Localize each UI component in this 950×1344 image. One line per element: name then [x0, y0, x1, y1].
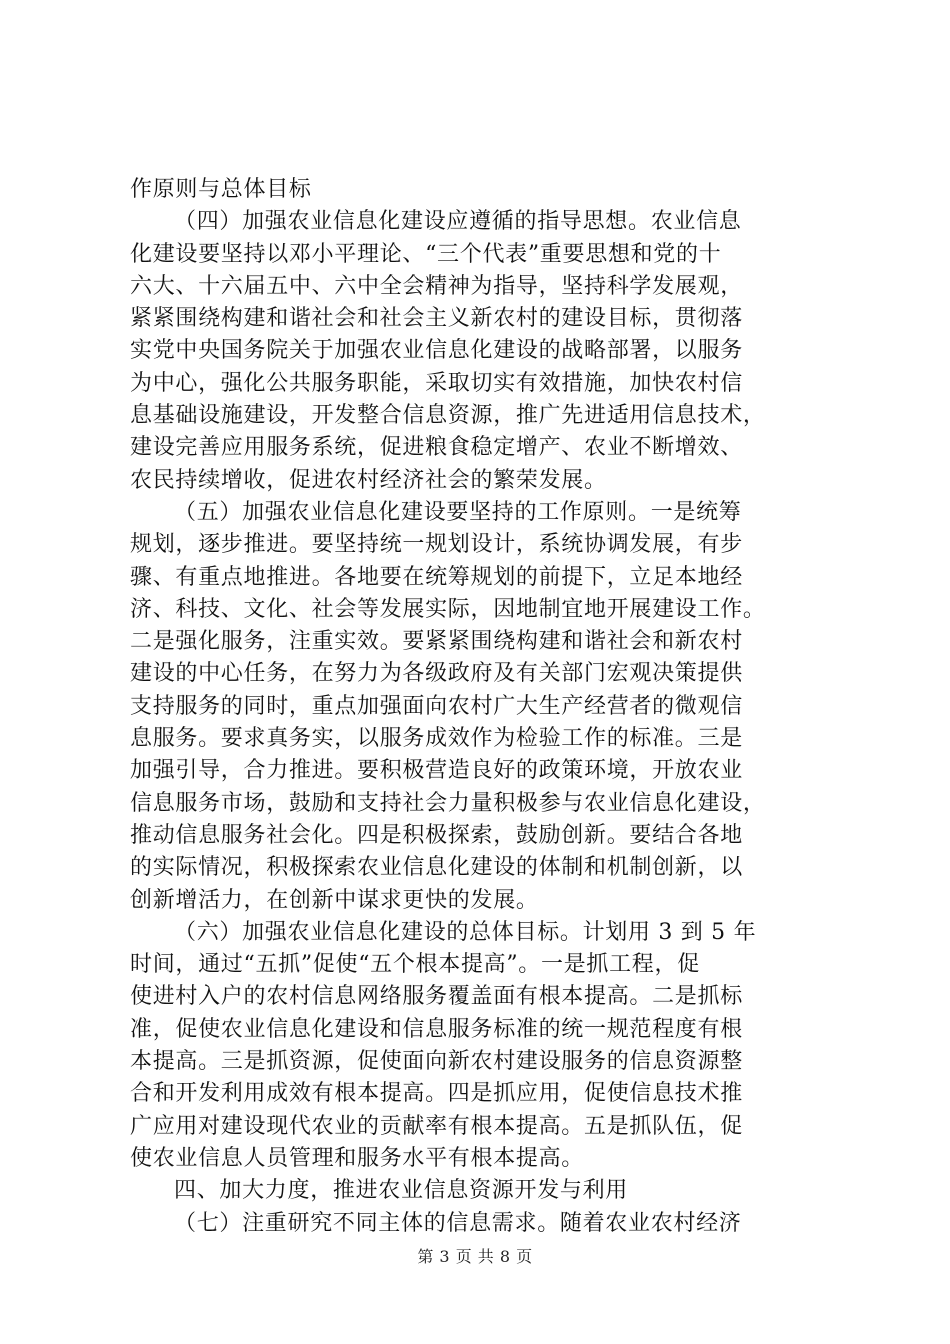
text-line: 信息服务市场，鼓励和支持社会力量积极参与农业信息化建设， [130, 790, 766, 816]
text-line: 规划，逐步推进。要坚持统一规划设计，系统协调发展，有步 [130, 532, 743, 558]
text-line: 建设的中心任务，在努力为各级政府及有关部门宏观决策提供 [130, 661, 743, 687]
text-line: 加强引导，合力推进。要积极营造良好的政策环境，开放农业 [130, 758, 743, 784]
text-line: 实党中央国务院关于加强农业信息化建设的战略部署，以服务 [130, 338, 743, 364]
text-line: 合和开发利用成效有根本提高。四是抓应用，促使信息技术推 [130, 1081, 743, 1107]
text-line: 建设完善应用服务系统，促进粮食稳定增产、农业不断增效、 [130, 435, 743, 461]
text-line: 济、科技、文化、社会等发展实际，因地制宜地开展建设工作。 [130, 596, 766, 622]
text-line: 作原则与总体目标 [130, 177, 312, 202]
text-line: 二是强化服务，注重实效。要紧紧围绕构建和谐社会和新农村 [130, 629, 743, 655]
text-line: （六）加强农业信息化建设的总体目标。计划用 3 到 5 年 [174, 919, 757, 945]
text-line: 为中心，强化公共服务职能，采取切实有效措施，加快农村信 [130, 370, 743, 396]
text-line: 本提高。三是抓资源，促使面向新农村建设服务的信息资源整 [130, 1049, 743, 1075]
text-line: 息服务。要求真务实，以服务成效作为检验工作的标准。三是 [130, 726, 743, 752]
text-line: 创新增活力，在创新中谋求更快的发展。 [130, 887, 539, 913]
text-line: 时间，通过“五抓”促使“五个根本提高”。一是抓工程，促 [130, 952, 700, 978]
text-line: 紧紧围绕构建和谐社会和社会主义新农村的建设目标，贯彻落 [130, 306, 743, 332]
text-line: （四）加强农业信息化建设应遵循的指导思想。农业信息 [174, 209, 742, 235]
text-line: 农民持续增收，促进农村经济社会的繁荣发展。 [130, 467, 607, 493]
body-text [130, 174, 830, 1240]
text-line: 化建设要坚持以邓小平理论、“三个代表”重要思想和党的十 [130, 241, 722, 267]
text-line: 使农业信息人员管理和服务水平有根本提高。 [130, 1145, 585, 1171]
text-line: （五）加强农业信息化建设要坚持的工作原则。一是统筹 [174, 499, 742, 525]
text-line: 六大、十六届五中、六中全会精神为指导，坚持科学发展观， [130, 273, 743, 299]
text-line: 广应用对建设现代农业的贡献率有根本提高。五是抓队伍，促 [130, 1113, 743, 1139]
text-line: 准，促使农业信息化建设和信息服务标准的统一规范程度有根 [130, 1016, 743, 1042]
text-line: 使进村入户的农村信息网络服务覆盖面有根本提高。二是抓标 [130, 984, 743, 1010]
text-line: 支持服务的同时，重点加强面向农村广大生产经营者的微观信 [130, 693, 743, 719]
text-line: 的实际情况，积极探索农业信息化建设的体制和机制创新，以 [130, 855, 743, 881]
text-line: 骤、有重点地推进。各地要在统筹规划的前提下，立足本地经 [130, 564, 743, 590]
text-line: 四、加大力度，推进农业信息资源开发与利用 [174, 1178, 629, 1204]
text-line: 推动信息服务社会化。四是积极探索，鼓励创新。要结合各地 [130, 822, 743, 848]
text-line: （七）注重研究不同主体的信息需求。随着农业农村经济 [174, 1210, 742, 1236]
text-line: 息基础设施建设，开发整合信息资源，推广先进适用信息技术， [130, 403, 766, 429]
page-footer: 第 3 页 共 8 页 [417, 1247, 533, 1266]
